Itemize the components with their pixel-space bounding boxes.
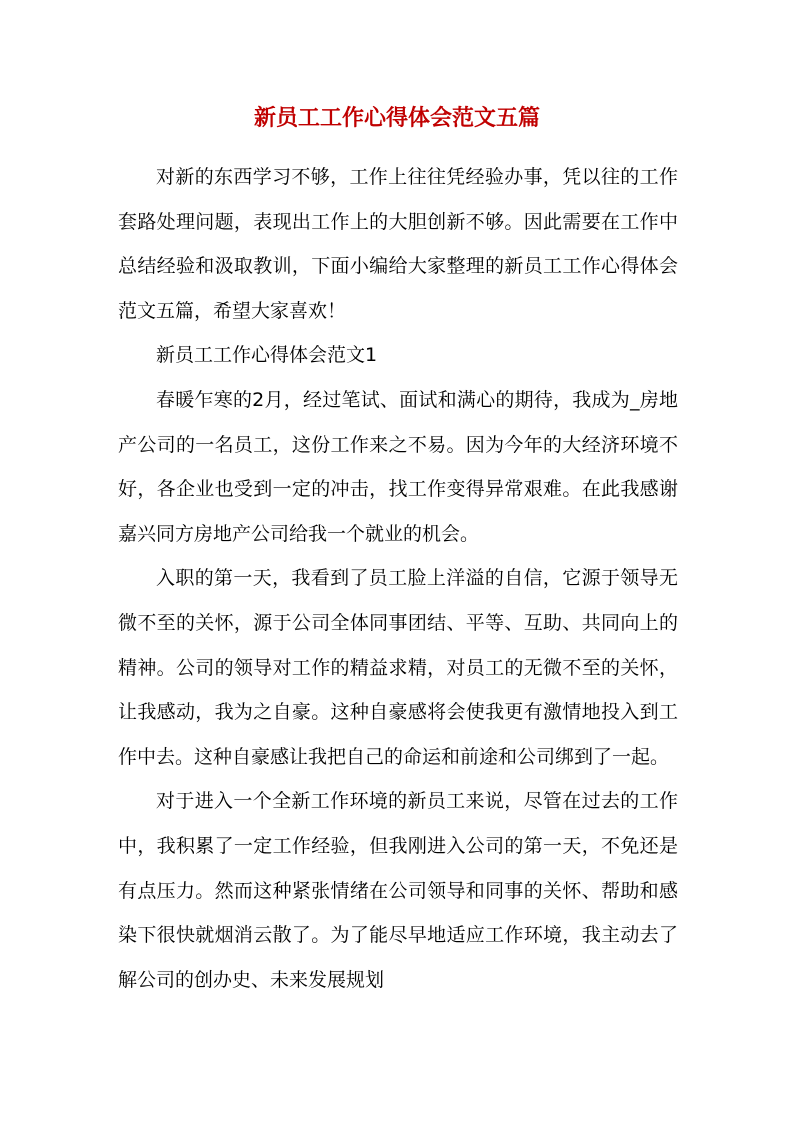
document-title: 新员工工作心得体会范文五篇	[253, 105, 540, 131]
body-paragraph: 春暖乍寒的2月，经过笔试、面试和满心的期待，我成为_房地产公司的一名员工，这份工作来之不易。因为今年的大经济环境不好，各企业也受到一定的冲击，找工作变得异常艰难。在此我感谢嘉兴同方房地产公司给我一个就业的机会。	[118, 388, 678, 545]
section-heading-1: 新员工工作心得体会范文1	[156, 344, 378, 367]
document-body	[118, 155, 678, 1002]
body-paragraph: 入职的第一天，我看到了员工脸上洋溢的自信，它源于领导无微不至的关怀，源于公司全体同事团结、平等、互助、共同向上的精神。公司的领导对工作的精益求精，对员工的无微不至的关怀，让我感动，我为之自豪。这种自豪感将会使我更有激情地投入到工作中去。这种自豪感让我把自己的命运和前途和公司绑到了一起。	[118, 567, 678, 768]
body-paragraph: 对于进入一个全新工作环境的新员工来说，尽管在过去的工作中，我积累了一定工作经验，但我刚进入公司的第一天，不免还是有点压力。然而这种紧张情绪在公司领导和同事的关怀、帮助和感染下很快就烟消云散了。为了能尽早地适应工作环境，我主动去了解公司的创办史、未来发展规划	[118, 790, 678, 991]
intro-paragraph: 对新的东西学习不够，工作上往往凭经验办事，凭以往的工作套路处理问题，表现出工作上的大胆创新不够。因此需要在工作中总结经验和汲取教训，下面小编给大家整理的新员工工作心得体会范文五篇，希望大家喜欢！	[118, 166, 678, 322]
